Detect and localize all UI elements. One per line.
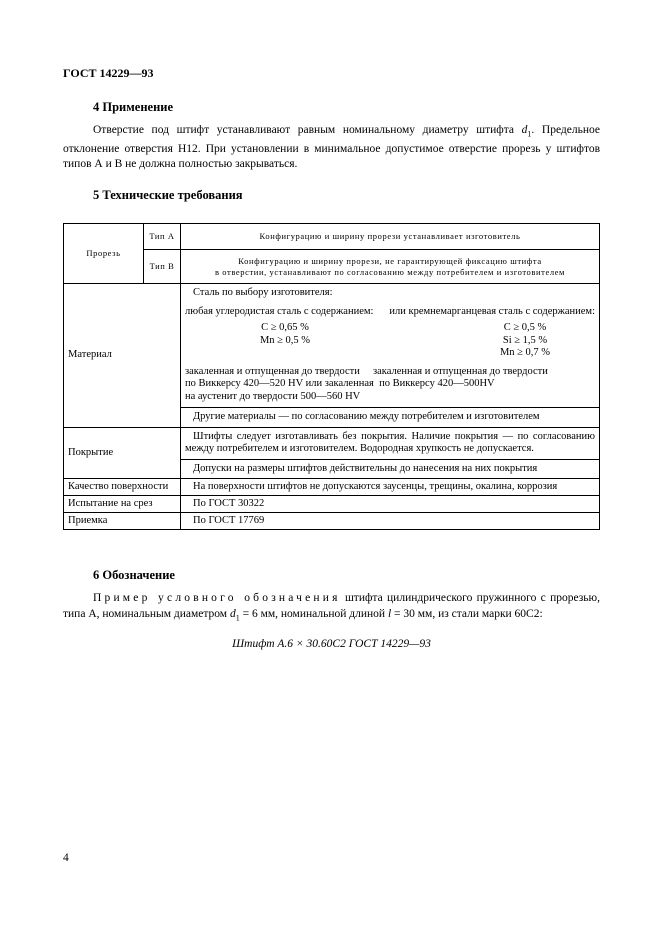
acceptance-label: Приемка: [64, 513, 181, 530]
material-label: Материал: [64, 284, 181, 428]
section-4-text: Отверстие под штифт устанавливают равным номинальному диаметру штифта $d_1$. Предельное отклонение отверстия Н12. При установлении в минимальное допустимое отверстие прорезь у штифтов типов А и В не должна полностью закрываться.: [63, 124, 600, 171]
section-6-title: 6 Обозначение: [93, 568, 175, 582]
designation-example: Штифт А.6 × 30.60С2 ГОСТ 14229—93: [232, 638, 431, 650]
type-a-label: Тип А: [144, 224, 181, 250]
coating-label: Покрытие: [64, 427, 181, 479]
type-b-label: Тип В: [144, 250, 181, 284]
shear-text: По ГОСТ 30322: [181, 496, 600, 513]
section-4-title: 4 Применение: [93, 100, 174, 114]
section-5-title: 5 Технические требования: [93, 188, 243, 202]
acceptance-text: По ГОСТ 17769: [181, 513, 600, 530]
standard-header: ГОСТ 14229—93: [63, 66, 154, 80]
requirements-table: [63, 223, 600, 530]
surface-text: На поверхности штифтов не допускаются заусенцы, трещины, окалина, коррозия: [181, 479, 600, 496]
type-b-text: Конфигурацию и ширину прорези, не гарантирующей фиксацию штифта в отверстии, устанавливают по согласованию между потребителем и изготовителем: [181, 250, 600, 284]
coating-content: Штифты следует изготавливать без покрытия. Наличие покрытия — по согласованию между потребителем и изготовителем. Водородная хрупкость не допускается. Допуски на размеры штифтов действительны до нанесения на них покрытия: [181, 427, 600, 479]
material-content: Сталь по выбору изготовителя: любая углеродистая сталь с содержанием: или кремнемарганцевая сталь с содержанием: C ≥ 0,65 % Mn ≥ 0,5 % C ≥ 0,5 % Si ≥ 1,5 % Mn ≥ 0,7 % закаленная и отпущенная до твердости закаленная и отпущенная до твердости по Виккерсу 420—520 HV или закаленная по Виккерсу 420—500HV на аустенит до твердости 500—560 HV Другие материалы — по согласованию между потребителем и изготовителем: [181, 284, 600, 428]
slot-label: Прорезь: [64, 224, 144, 284]
type-a-text: Конфигурацию и ширину прорези устанавливает изготовитель: [181, 224, 600, 250]
surface-label: Качество поверхности: [64, 479, 181, 496]
section-6-text: Пример условного обозначения штифта цилиндрического пружинного с прорезью, типа А, номинальным диаметром $d_1 = 6$ мм, номинальной длиной l = 30 мм, из стали марки 60С2:: [63, 592, 600, 622]
page-number: 4: [63, 852, 69, 864]
shear-label: Испытание на срез: [64, 496, 181, 513]
